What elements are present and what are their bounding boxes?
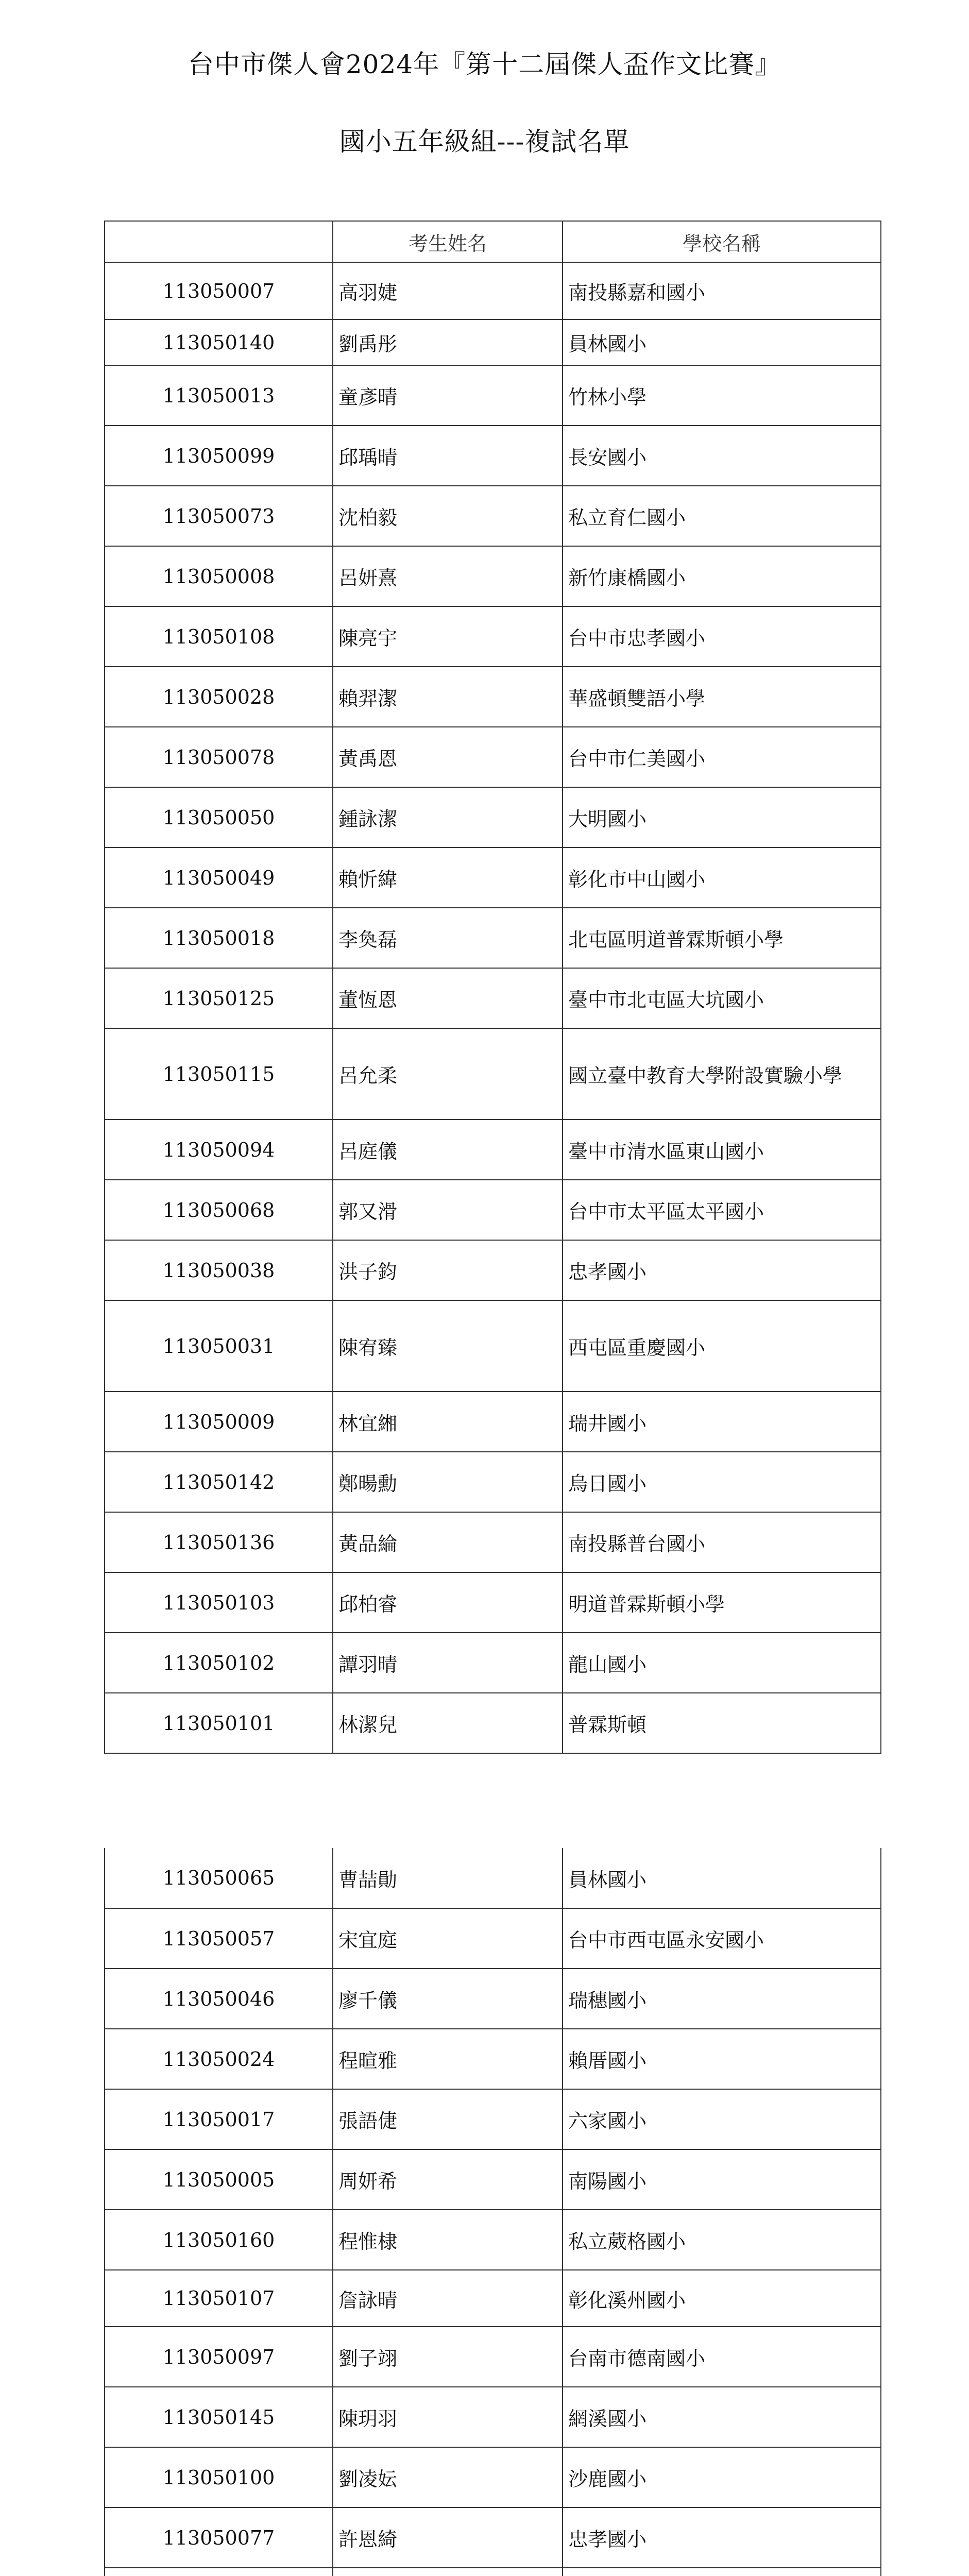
cell-school: 私立葳格國小 [563, 2210, 881, 2270]
cell-name: 陳亮宇 [333, 606, 563, 667]
cell-school: 員林國小 [563, 319, 881, 365]
cell-name: 李奐磊 [333, 908, 563, 968]
cell-name: 呂妍熹 [333, 546, 563, 606]
cell-name: 郭又滑 [333, 1180, 563, 1240]
table-row [105, 727, 881, 787]
cell-id: 113050005 [105, 2149, 333, 2210]
table-row [105, 1969, 881, 2029]
table-row [105, 968, 881, 1028]
cell-school: 台中市忠孝國小 [563, 606, 881, 667]
cell-school: 台中市太平區太平國小 [563, 1180, 881, 1240]
cell-name: 陳宥臻 [333, 1300, 563, 1392]
cell-id: 113050099 [105, 426, 333, 486]
cell-school: 忠孝國小 [563, 2507, 881, 2568]
table-row [105, 1120, 881, 1180]
cell-name: 呂允柔 [333, 1028, 563, 1120]
table-row [105, 2029, 881, 2089]
cell-id: 113050100 [105, 2447, 333, 2507]
cell-school: 普霖斯頓 [563, 1693, 881, 1753]
cell-name: 洪子鈞 [333, 1240, 563, 1300]
table-row [105, 1848, 881, 1908]
cell-school: 臺中市北屯區大坑國小 [563, 968, 881, 1028]
cell-name: 程暄雅 [333, 2029, 563, 2089]
table-row [105, 606, 881, 667]
cell-name: 黃禹恩 [333, 727, 563, 787]
cell-id: 113050136 [105, 1512, 333, 1572]
table-row [105, 1180, 881, 1240]
table-row [105, 2210, 881, 2270]
table-row [105, 546, 881, 606]
cell-school: 台中市仁美國小 [563, 727, 881, 787]
cell-id: 113050049 [105, 848, 333, 908]
cell-id: 113050065 [105, 1848, 333, 1908]
cell-name: 賴羿潔 [333, 667, 563, 727]
cell-id: 113050145 [105, 2387, 333, 2447]
cell-id: 113050142 [105, 1452, 333, 1512]
table-row [105, 1633, 881, 1693]
cell-id: 113050078 [105, 727, 333, 787]
table-row [105, 426, 881, 486]
cell-id: 113050115 [105, 1028, 333, 1120]
table-row [105, 2270, 881, 2327]
cell-school: 台中市西屯區永安國小 [563, 1908, 881, 1969]
table-row [105, 2507, 881, 2568]
cell-school: 台南市德南國小 [563, 2327, 881, 2387]
cell-id: 113050013 [105, 365, 333, 426]
cell-id: 113050024 [105, 2029, 333, 2089]
table-row [105, 1693, 881, 1753]
header-school: 學校名稱 [563, 221, 881, 262]
cell-school: 忠孝國小 [563, 1240, 881, 1300]
cell-school: 瑞穗國小 [563, 1969, 881, 2029]
cell-id: 113050073 [105, 486, 333, 546]
table-row [105, 1908, 881, 1969]
cell-name: 鍾詠潔 [333, 787, 563, 848]
cell-name: 廖千儀 [333, 1969, 563, 2029]
cell-school: 彰化溪州國小 [563, 2270, 881, 2327]
cell-name: 黃品綸 [333, 1512, 563, 1572]
cell-school: 烏日國小 [563, 1452, 881, 1512]
table-row [105, 1392, 881, 1452]
cell-school: 北屯區明道普霖斯頓小學 [563, 908, 881, 968]
cell-school [563, 2568, 881, 2576]
candidate-table-page-2 [104, 1848, 881, 2576]
table-row [105, 2447, 881, 2507]
cell-school: 南投縣嘉和國小 [563, 262, 881, 319]
table-row [105, 262, 881, 319]
cell-school: 南陽國小 [563, 2149, 881, 2210]
table-row [105, 1452, 881, 1512]
table-row [105, 667, 881, 727]
cell-name: 劉凌妘 [333, 2447, 563, 2507]
table-header-row [105, 221, 881, 262]
cell-id: 113050018 [105, 908, 333, 968]
cell-name: 沈柏毅 [333, 486, 563, 546]
cell-school: 六家國小 [563, 2089, 881, 2149]
header-id [105, 221, 333, 262]
cell-id: 113050102 [105, 1633, 333, 1693]
cell-school: 瑞井國小 [563, 1392, 881, 1452]
cell-name: 童彥晴 [333, 365, 563, 426]
cell-id [105, 2568, 333, 2576]
cell-id: 113050140 [105, 319, 333, 365]
cell-name: 陳玥羽 [333, 2387, 563, 2447]
table-row [105, 2149, 881, 2210]
cell-name: 董恆恩 [333, 968, 563, 1028]
candidate-table-page-1 [104, 221, 881, 1754]
table-row [105, 2568, 881, 2576]
cell-school: 西屯區重慶國小 [563, 1300, 881, 1392]
cell-school: 大明國小 [563, 787, 881, 848]
cell-id: 113050028 [105, 667, 333, 727]
cell-id: 113050125 [105, 968, 333, 1028]
cell-id: 113050008 [105, 546, 333, 606]
cell-id: 113050094 [105, 1120, 333, 1180]
cell-name: 賴忻緯 [333, 848, 563, 908]
table-row [105, 319, 881, 365]
table-row [105, 486, 881, 546]
table-row [105, 1512, 881, 1572]
cell-id: 113050046 [105, 1969, 333, 2029]
cell-id: 113050007 [105, 262, 333, 319]
cell-name: 許恩綺 [333, 2507, 563, 2568]
cell-name: 譚羽晴 [333, 1633, 563, 1693]
table-row [105, 2089, 881, 2149]
cell-id: 113050009 [105, 1392, 333, 1452]
cell-school: 竹林小學 [563, 365, 881, 426]
cell-id: 113050038 [105, 1240, 333, 1300]
cell-school: 私立育仁國小 [563, 486, 881, 546]
cell-school: 長安國小 [563, 426, 881, 486]
cell-name: 高羽婕 [333, 262, 563, 319]
table-row [105, 1572, 881, 1633]
cell-name [333, 2568, 563, 2576]
header-name: 考生姓名 [333, 221, 563, 262]
table-row [105, 365, 881, 426]
cell-id: 113050017 [105, 2089, 333, 2149]
page-subtitle: 國小五年級組---複試名單 [339, 127, 630, 157]
cell-name: 林宜緗 [333, 1392, 563, 1452]
cell-school: 網溪國小 [563, 2387, 881, 2447]
cell-name: 劉禹彤 [333, 319, 563, 365]
cell-school: 明道普霖斯頓小學 [563, 1572, 881, 1633]
cell-id: 113050160 [105, 2210, 333, 2270]
cell-school: 賴厝國小 [563, 2029, 881, 2089]
cell-name: 林潔兒 [333, 1693, 563, 1753]
cell-name: 邱瑀晴 [333, 426, 563, 486]
cell-name: 曹喆勛 [333, 1848, 563, 1908]
table-row [105, 787, 881, 848]
cell-id: 113050097 [105, 2327, 333, 2387]
table-row [105, 1240, 881, 1300]
table-row [105, 2327, 881, 2387]
cell-id: 113050103 [105, 1572, 333, 1633]
cell-name: 宋宜庭 [333, 1908, 563, 1969]
cell-name: 邱柏睿 [333, 1572, 563, 1633]
cell-id: 113050031 [105, 1300, 333, 1392]
cell-name: 劉子翊 [333, 2327, 563, 2387]
cell-name: 鄭暘勳 [333, 1452, 563, 1512]
cell-name: 張語倢 [333, 2089, 563, 2149]
cell-name: 詹詠晴 [333, 2270, 563, 2327]
cell-school: 彰化市中山國小 [563, 848, 881, 908]
cell-school: 國立臺中教育大學附設實驗小學 [563, 1028, 881, 1120]
table-row [105, 1028, 881, 1120]
cell-id: 113050057 [105, 1908, 333, 1969]
table-row [105, 908, 881, 968]
table-row [105, 848, 881, 908]
cell-id: 113050107 [105, 2270, 333, 2327]
cell-school: 龍山國小 [563, 1633, 881, 1693]
cell-school: 員林國小 [563, 1848, 881, 1908]
cell-id: 113050108 [105, 606, 333, 667]
cell-name: 程惟棣 [333, 2210, 563, 2270]
cell-name: 周妍希 [333, 2149, 563, 2210]
cell-school: 沙鹿國小 [563, 2447, 881, 2507]
cell-id: 113050050 [105, 787, 333, 848]
cell-name: 呂庭儀 [333, 1120, 563, 1180]
cell-id: 113050068 [105, 1180, 333, 1240]
table-row [105, 2387, 881, 2447]
cell-id: 113050077 [105, 2507, 333, 2568]
cell-school: 華盛頓雙語小學 [563, 667, 881, 727]
cell-school: 南投縣普台國小 [563, 1512, 881, 1572]
cell-school: 臺中市清水區東山國小 [563, 1120, 881, 1180]
cell-school: 新竹康橋國小 [563, 546, 881, 606]
cell-id: 113050101 [105, 1693, 333, 1753]
table-row [105, 1300, 881, 1392]
page-title: 台中市傑人會2024年『第十二屆傑人盃作文比賽』 [188, 49, 781, 79]
